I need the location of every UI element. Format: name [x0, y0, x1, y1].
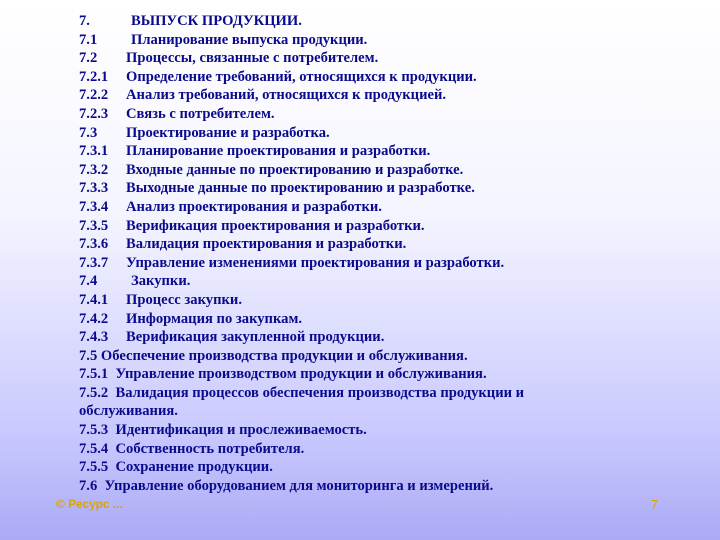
item-text: Верификация проектирования и разработки.	[126, 217, 425, 234]
item-text: Обеспечение производства продукции и обслуживания.	[100, 347, 468, 364]
item-number: 7.4	[79, 273, 98, 290]
item-text: Процесс закупки.	[126, 291, 242, 308]
item-number: 7.4.3	[79, 329, 109, 346]
item-text: Анализ проектирования и разработки.	[126, 198, 382, 215]
item-number: 7.3.6	[79, 236, 109, 253]
item-number: 7.3	[79, 124, 98, 141]
item-number: 7.2.1	[79, 68, 109, 85]
toc-item	[79, 235, 699, 254]
item-number: 7.3.1	[79, 143, 109, 160]
item-number: 7.5.3	[79, 422, 109, 439]
item-number: 7.3.4	[79, 198, 109, 215]
copyright-watermark: © Ресурс ...	[56, 497, 123, 511]
toc-item	[79, 328, 699, 347]
item-text: Управление оборудованием для мониторинга и измерений.	[104, 477, 494, 494]
item-text: Процессы, связанные с потребителем.	[126, 50, 379, 67]
item-text: Связь с потребителем.	[126, 105, 275, 122]
item-text: Закупки.	[131, 273, 191, 290]
item-number: 7.	[79, 13, 90, 29]
toc-item	[79, 272, 699, 291]
item-text: Анализ требований, относящихся к продукцией.	[126, 87, 447, 104]
page-number: 7	[650, 497, 658, 512]
toc-item	[79, 142, 699, 161]
item-number: 7.2.3	[79, 105, 109, 122]
item-text: Сохранение продукции.	[115, 459, 273, 476]
toc-item	[79, 179, 699, 198]
toc-item	[79, 198, 699, 217]
toc-item	[79, 347, 699, 366]
item-number: 7.5.5	[79, 459, 109, 476]
item-text: Планирование выпуска продукции.	[131, 31, 368, 48]
toc-item	[79, 291, 699, 310]
toc-item-continuation	[79, 402, 699, 421]
item-text: Управление изменениями проектирования и разработки.	[126, 254, 505, 271]
toc-item	[79, 12, 699, 31]
item-number: 7.3.5	[79, 217, 109, 234]
toc-item	[79, 31, 699, 50]
item-number: 7.2	[79, 50, 98, 67]
item-text: Идентификация и прослеживаемость.	[115, 422, 367, 439]
item-number: 7.2.2	[79, 87, 109, 104]
item-text: Верификация закупленной продукции.	[126, 329, 385, 346]
item-text: Выходные данные по проектированию и разработке.	[126, 180, 475, 197]
toc-item	[79, 86, 699, 105]
toc-item	[79, 458, 699, 477]
item-number: 7.1	[79, 31, 98, 48]
item-text: обслуживания.	[79, 403, 178, 420]
item-number: 7.6	[79, 477, 98, 494]
item-text: Управление производством продукции и обслуживания.	[115, 366, 487, 383]
item-number: 7.4.2	[79, 310, 109, 327]
item-number: 7.5.4	[79, 440, 109, 457]
item-number: 7.4.1	[79, 291, 109, 308]
item-number: 7.3.3	[79, 180, 109, 197]
item-text: Входные данные по проектированию и разработке.	[126, 161, 464, 178]
item-text: Определение требований, относящихся к продукции.	[126, 68, 477, 85]
toc-item	[79, 217, 699, 236]
toc-item	[79, 310, 699, 329]
item-number: 7.3.2	[79, 161, 109, 178]
toc-item	[79, 49, 699, 68]
item-text: ВЫПУСК ПРОДУКЦИИ.	[131, 13, 302, 29]
toc-item	[79, 161, 699, 180]
toc-item	[79, 365, 699, 384]
table-of-contents	[79, 12, 699, 495]
toc-item	[79, 254, 699, 273]
item-text: Собственность потребителя.	[115, 440, 305, 457]
item-text: Информация по закупкам.	[126, 310, 303, 327]
item-text: Валидация процессов обеспечения производства продукции и	[115, 384, 525, 401]
item-text: Валидация проектирования и разработки.	[126, 236, 407, 253]
item-number: 7.5.1	[79, 366, 109, 383]
item-number: 7.5.2	[79, 384, 109, 401]
item-text: Проектирование и разработка.	[126, 124, 330, 141]
toc-item	[79, 68, 699, 87]
toc-item	[79, 105, 699, 124]
item-number: 7.5	[79, 347, 98, 364]
toc-item	[79, 477, 699, 496]
item-text: Планирование проектирования и разработки.	[126, 143, 431, 160]
toc-item	[79, 384, 699, 403]
toc-item	[79, 421, 699, 440]
toc-item	[79, 440, 699, 459]
item-number: 7.3.7	[79, 254, 109, 271]
toc-item	[79, 124, 699, 143]
